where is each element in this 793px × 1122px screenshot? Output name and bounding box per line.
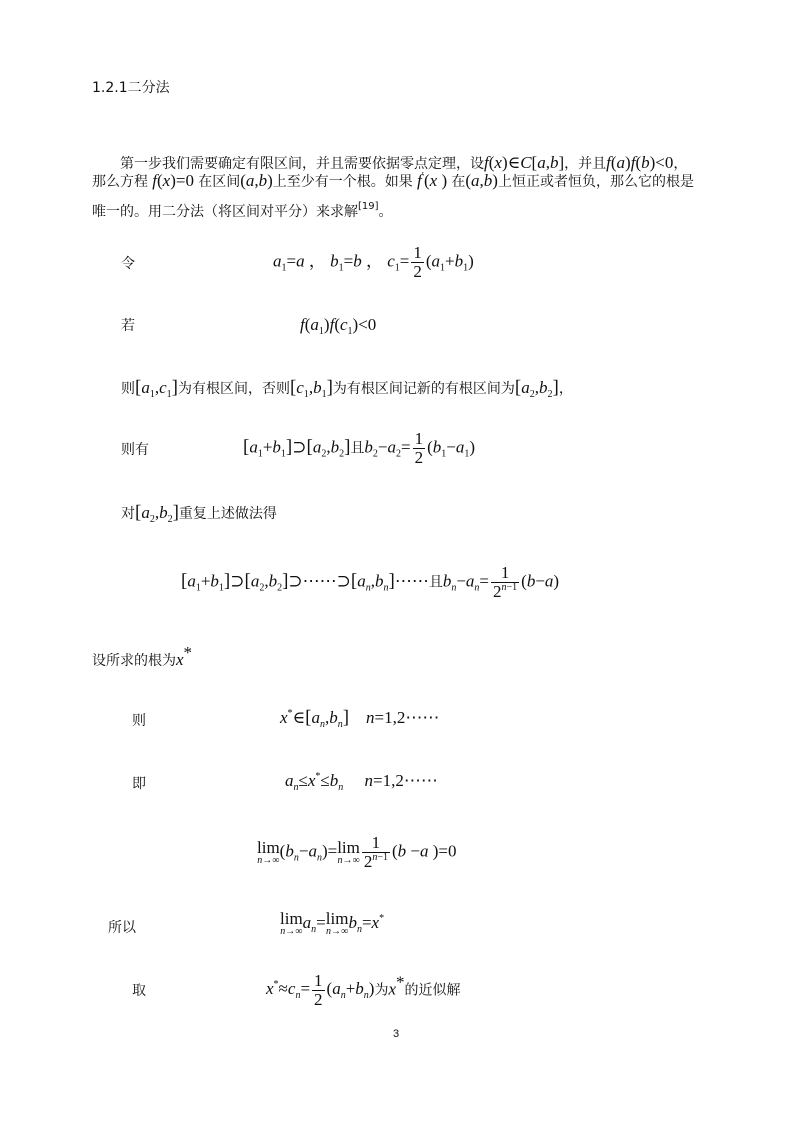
- equation-limit-width: lim n→∞ $(b_n-a_n)=\lim$ n→∞ $\frac{1}{2^{n-1}}$ (b −a )=0: [257, 833, 457, 871]
- section-title: 1.2.1二分法: [92, 80, 170, 96]
- interval-line: 则$[a_1,c_1]$为有根区间，否则$[c_1,b_1]$为有根区间记新的有根区间为$[a_2,b_2]$，: [121, 377, 573, 400]
- label-zeyou: 则有: [121, 442, 149, 458]
- label-ling: 令: [121, 256, 135, 272]
- page-number: 3: [393, 1028, 400, 1040]
- label-ze: 则: [132, 713, 146, 729]
- paragraph-line-1: 第一步我们需要确定有限区间，并且需要依据零点定理，设f(x)∈C[a,b]，并且f(a)f(b)<0，: [120, 153, 688, 172]
- repeat-line: 对$[a_2,b_2]$重复上述做法得: [121, 502, 277, 525]
- label-suoyi: 所以: [108, 920, 136, 936]
- equation-let: $a_1=a$ ， $b_1=b$ ， $c_1=$ $\frac{1}{2}$ $(a_1+b_1)$: [273, 243, 474, 281]
- equation-limit-root: lim n→∞ $a_n=\lim$ n→∞ $b_n=x^*$: [280, 909, 385, 937]
- paragraph-line-2: 那么方程 f(x)=0 在区间(a,b)上至少有一个根。如果 f′(x ) 在(a,b)上恒正或者恒负，那么它的根是: [92, 171, 694, 190]
- equation-bounds: $a_n\le x^*\le b_n$ n=1,2⋯⋯: [285, 771, 438, 793]
- equation-approx: $x^*\approx c_n=$ $\frac{1}{2}$ $(a_n+b_n)$为x*的近似解: [266, 971, 461, 1009]
- equation-if: $f(a_1)f(c_1)<0$: [300, 315, 377, 337]
- root-line: 设所求的根为x*: [92, 643, 193, 669]
- paragraph-line-3: 唯一的。用二分法（将区间对平分）来求解[19]。: [92, 201, 393, 220]
- label-ji: 即: [132, 776, 146, 792]
- equation-nested-chain: $[a_1+b_1]⊃[a_2,b_2]⊃\cdots\cdots⊃[a_n,b_n]\cdots\cdots$且$b_n-a_n=$ $\frac{1}{2^{n-1}}$ (b−a): [181, 563, 560, 601]
- equation-belongs: $x^*\in[a_n,b_n]$ n=1,2⋯⋯: [280, 707, 440, 730]
- equation-nested-1: $[a_1+b_1]⊃[a_2,b_2]$且$b_2-a_2=$ $\frac{1}{2}$ $(b_1-a_1)$: [243, 429, 476, 467]
- citation: [19]: [358, 201, 379, 212]
- label-ruo: 若: [121, 318, 135, 334]
- label-qu: 取: [132, 983, 146, 999]
